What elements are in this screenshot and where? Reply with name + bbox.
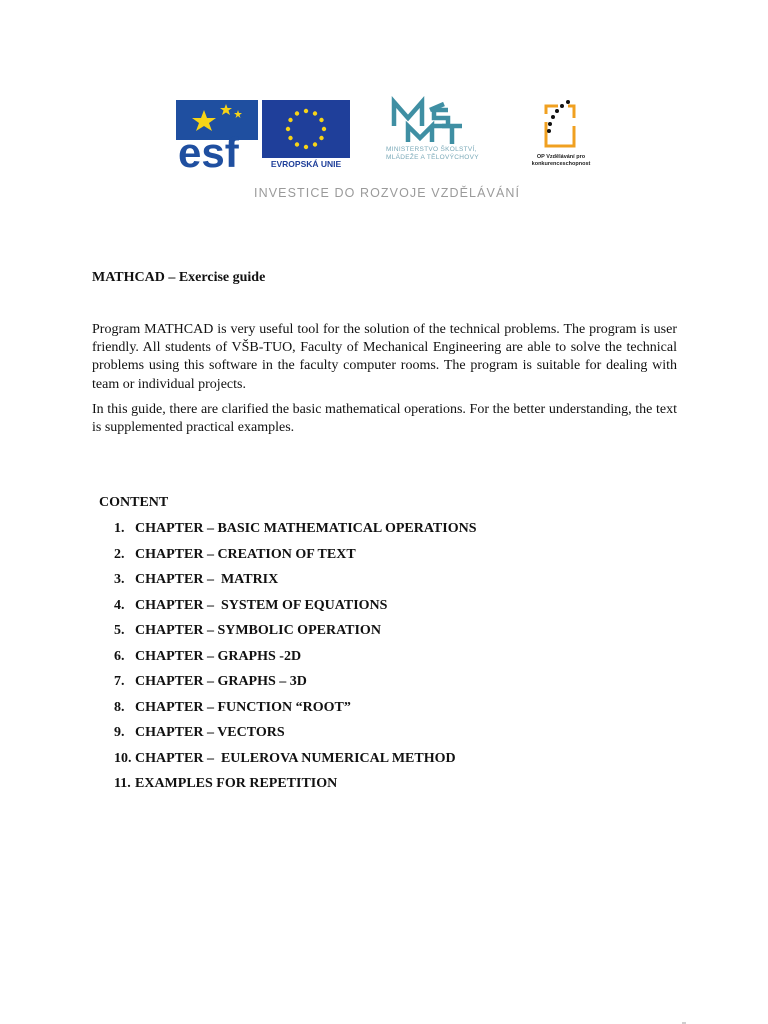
toc-item [114,672,476,698]
guide-paragraph: In this guide, there are clarified the basic mathematical operations. For the better understanding, the text is supplemented practical examples. [92,402,677,436]
toc-item-number: 7. [114,674,125,689]
toc-item-number: 9. [114,725,125,740]
toc-item-number: 10. [114,750,132,766]
toc-item-number: 8. [114,699,125,715]
toc-item [114,698,476,724]
toc-item-number: 1. [114,521,125,536]
toc-item-label: CHAPTER – CREATION OF TEXT [135,546,356,562]
toc-item-label: CHAPTER – VECTORS [135,725,285,740]
toc-item-label: CHAPTER – MATRIX [135,572,279,587]
tagline: INVESTICE DO ROZVOJE VZDĚLÁVÁNÍ [254,186,521,200]
toc-item [114,570,476,596]
esf-logo-text: esf [178,129,239,170]
toc-item [114,545,476,571]
toc-item-number: 5. [114,623,125,638]
toc-item-number: 6. [114,648,125,664]
toc-item [114,519,476,545]
op-vk-logo [516,96,606,170]
toc-item-label: CHAPTER – EULEROVA NUMERICAL METHOD [135,750,456,766]
toc-item-number: 3. [114,572,125,587]
toc-item [114,621,476,647]
toc-item-number: 11. [114,776,131,791]
document-title: MATHCAD – Exercise guide [92,270,266,285]
toc-item [114,596,476,622]
toc-item-label: CHAPTER – FUNCTION “ROOT” [135,699,351,715]
eu-flag-icon [262,100,350,158]
toc-item-label: CHAPTER – GRAPHS -2D [135,648,302,664]
eu-label: EVROPSKÁ UNIE [270,159,342,169]
msmt-small-text: MINISTERSTVO ŠKOLSTVÍ, MLÁDEŽE A TĚLOVÝCHOVY [386,146,479,161]
intro-paragraph: Program MATHCAD is very useful tool for the solution of the technical problems. The program is user friendly. All students of VŠB-TUO, Faculty of Mechanical Engineering are able to solve the technical problems using this software in the faculty computer rooms. The program is suitable for dealing with team or individual projects. [92,322,677,392]
table-of-contents [114,519,476,800]
msmt-logo [386,96,496,170]
eu-logo [262,100,350,170]
toc-item-number: 4. [114,597,125,613]
toc-item-label: CHAPTER – GRAPHS – 3D [135,674,307,689]
op-label: OP Vzdělávání pro konkurenceschopnost [531,154,591,167]
content-heading: CONTENT [99,495,169,510]
toc-item-label: CHAPTER – SYMBOLIC OPERATION [135,623,381,638]
toc-item [114,774,476,800]
toc-item-number: 2. [114,546,125,562]
toc-item [114,647,476,673]
toc-item [114,723,476,749]
toc-item [114,749,476,775]
toc-item-label: CHAPTER – BASIC MATHEMATICAL OPERATIONS [135,521,477,536]
toc-item-label: EXAMPLES FOR REPETITION [135,776,338,791]
toc-item-label: CHAPTER – SYSTEM OF EQUATIONS [135,597,388,613]
esf-logo [176,100,258,170]
